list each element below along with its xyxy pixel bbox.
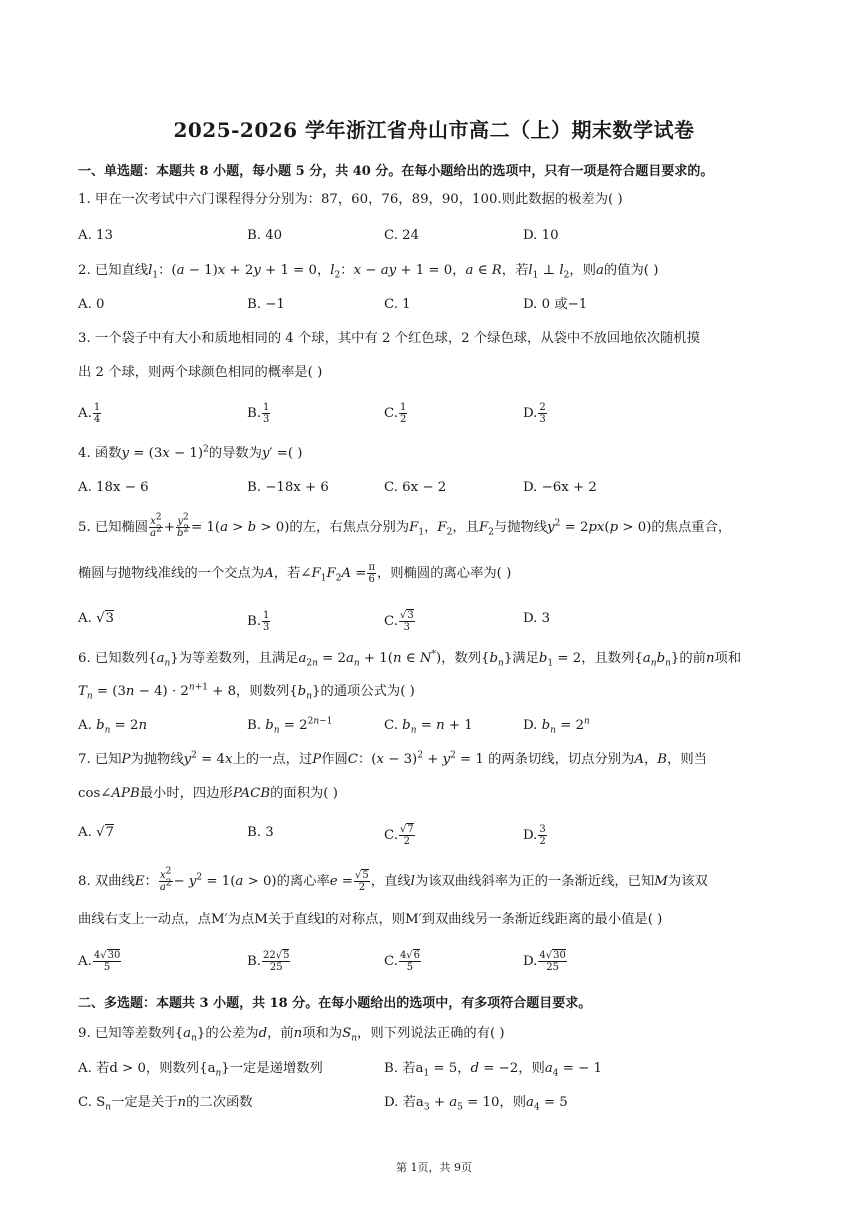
question-2-option-b: B. −1 xyxy=(247,297,285,312)
question-5-option-c: C. $\frac{√3}{3}$ xyxy=(384,610,414,633)
question-5-stem-line1: 5. 已知椭圆 $\frac{x^2}{a^2}$ + $\frac{y^2}{b^2}$ = 1(a > b > 0)的左，右焦点分别为$F_1$，$F_2$，且$F_2$与抛物线$y^2 = 2px(p > 0)$的焦点重合， xyxy=(78,512,732,539)
question-6-option-a: A. $b_n = 2n$ xyxy=(78,718,148,736)
question-5-option-d: D. 3 xyxy=(523,611,551,626)
question-6-stem-line2: $T_n = (3n - 4) \cdot 2^{n+1} + 8$，则数列$\{b_n\}$的通项公式为( ) xyxy=(78,682,415,702)
question-4-option-d: D. −6x + 2 xyxy=(523,480,597,495)
question-1-option-b: B. 40 xyxy=(247,228,283,243)
section-heading-single-choice: 一、单选题：本题共 8 小题，每小题 5 分，共 40 分。在每小题给出的选项中，只有一项是符合题目要求的。 xyxy=(78,164,714,179)
question-3-option-a: A. $\frac{1}{4}$ xyxy=(78,402,101,425)
question-2-stem: 2. 已知直线$l_1$：(a − 1)x + 2y + 1 = 0，$l_2$：x − ay + 1 = 0，a ∈ R，若$l_1$ ⊥ $l_2$，则a的值为( ) xyxy=(78,263,659,281)
question-7-option-a: A. √7 xyxy=(78,825,115,840)
question-6-option-c: C. $b_n = n + 1$ xyxy=(384,718,473,736)
question-1-stem: 1. 甲在一次考试中六门课程得分分别为：87，60，76，89，90，100.则此数据的极差为( ) xyxy=(78,192,623,207)
question-6-stem-line1: 6. 已知数列$\{a_n\}$为等差数列，且满足$a_{2n} = 2a_n + 1(n$ ∈ N*)，数列$\{b_n\}$满足$b_1 = 2$，且数列$\{a_nb_n\}$的前n项和 xyxy=(78,649,742,669)
question-9-option-d: D. 若$a_3 + a_5 = 10$，则$a_4 = 5$ xyxy=(384,1095,568,1113)
page-footer: 第 1页，共 9页 xyxy=(396,1161,472,1174)
question-5-option-a: A. √3 xyxy=(78,611,115,626)
question-2-option-a: A. 0 xyxy=(78,297,105,312)
question-9-stem: 9. 已知等差数列$\{a_n\}$的公差为d，前n项和为$S_n$，则下列说法正确的有( ) xyxy=(78,1026,505,1044)
question-4-option-b: B. −18x + 6 xyxy=(247,480,329,495)
question-7-option-c: C. $\frac{√7}{2}$ xyxy=(384,824,414,847)
question-3-option-d: D. $\frac{2}{3}$ xyxy=(523,402,546,425)
question-2-option-d: D. 0 或−1 xyxy=(523,297,588,312)
question-9-option-c: C. $S_n$一定是关于n的二次函数 xyxy=(78,1095,253,1113)
question-1-option-c: C. 24 xyxy=(384,228,420,243)
question-1-option-a: A. 13 xyxy=(78,228,113,243)
question-8-option-d: D. $\frac{4√30}{25}$ xyxy=(523,950,566,973)
question-2-option-c: C. 1 xyxy=(384,297,411,312)
question-7-option-b: B. 3 xyxy=(247,825,274,840)
question-3-option-c: C. $\frac{1}{2}$ xyxy=(384,402,407,425)
question-3-stem-line1: 3. 一个袋子中有大小和质地相同的 4 个球，其中有 2 个红色球，2 个绿色球，从袋中不放回地依次随机摸 xyxy=(78,331,700,346)
question-6-option-b: B. $b_n = 2^{2n-1}$ xyxy=(247,716,333,736)
question-8-option-b: B. $\frac{22√5}{25}$ xyxy=(247,950,290,973)
question-9-option-a: A. 若d > 0，则数列$\{a_n\}$一定是递增数列 xyxy=(78,1061,323,1079)
question-8-stem-line2: 曲线右支上一动点，点M′为点M关于直线l的对称点，则M′到双曲线另一条渐近线距离的最小值是( ) xyxy=(78,912,663,927)
question-5-option-b: B. $\frac{1}{3}$ xyxy=(247,610,270,633)
question-8-option-a: A. $\frac{4√30}{5}$ xyxy=(78,950,121,973)
question-7-stem-line1: 7. 已知P为抛物线$y^2 = 4x$上的一点，过P作圆C：$(x - 3)^2 + y^2 = 1$ 的两条切线，切点分别为A，B，则当 xyxy=(78,750,707,767)
question-1-option-d: D. 10 xyxy=(523,228,559,243)
section-heading-multiple-choice: 二、多选题：本题共 3 小题，共 18 分。在每小题给出的选项中，有多项符合题目要求。 xyxy=(78,996,592,1011)
question-8-option-c: C. $\frac{4√6}{5}$ xyxy=(384,950,421,973)
question-4-stem: 4. 函数$y = (3x - 1)^2$的导数为y′ =( ) xyxy=(78,444,303,461)
question-6-option-d: D. $b_n = 2^n$ xyxy=(523,716,590,736)
question-4-option-c: C. 6x − 2 xyxy=(384,480,447,495)
question-4-option-a: A. 18x − 6 xyxy=(78,480,149,495)
page-title: 2025-2026 学年浙江省舟山市高二（上）期末数学试卷 xyxy=(173,118,695,142)
question-9-option-b: B. 若$a_1 = 5$，d = −2，则$a_4$ = − 1 xyxy=(384,1061,602,1079)
question-5-stem-line2: 椭圆与抛物线准线的一个交点为A，若$\angle F_1F_2A$ = $\frac{\pi}{6}$ ，则椭圆的离心率为( ) xyxy=(78,562,512,585)
question-8-stem-line1: 8. 双曲线E： $\frac{x^2}{a^2}$ − $y^2 = 1(a > 0)$的离心率e = $\frac{√5}{2}$ ，直线l为该双曲线斜率为正的一条渐近线，已知M为该双 xyxy=(78,866,708,893)
question-3-stem-line2: 出 2 个球，则两个球颜色相同的概率是( ) xyxy=(78,365,323,380)
question-3-option-b: B. $\frac{1}{3}$ xyxy=(247,402,270,425)
question-7-option-d: D. $\frac{3}{2}$ xyxy=(523,824,546,847)
question-7-stem-line2: cos∠APB最小时，四边形PACB的面积为( ) xyxy=(78,786,338,801)
